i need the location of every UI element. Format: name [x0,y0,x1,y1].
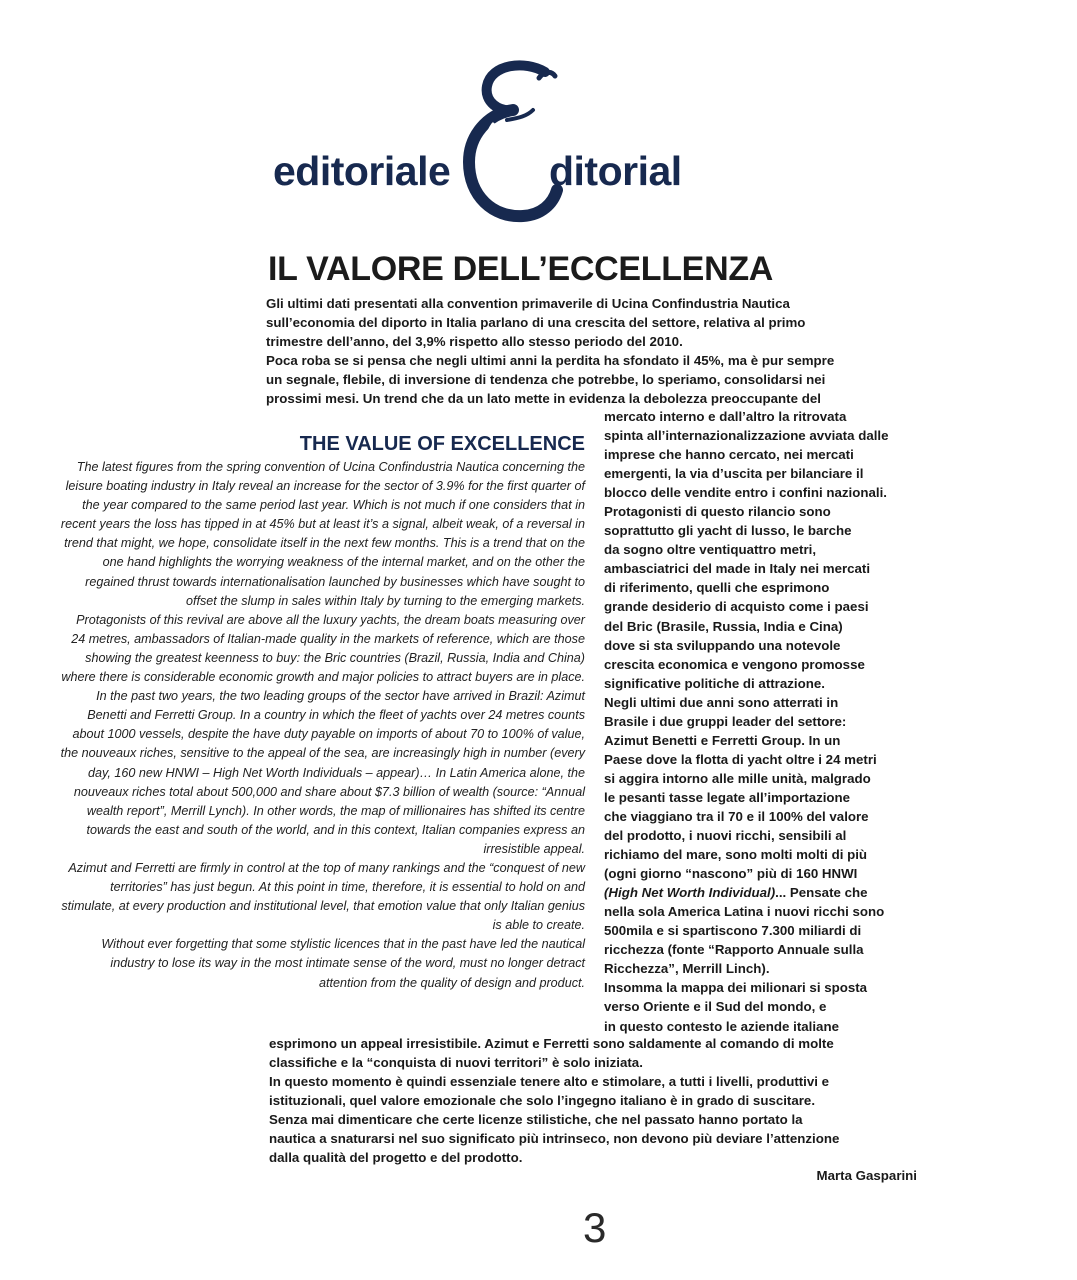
column-line: del prodotto, i nuovi ricchi, sensibili al [604,828,847,844]
column-line: Negli ultimi due anni sono atterrati in [604,694,839,710]
english-paragraph: Without ever forgetting that some stylistic licences that in the past have led the nautical industry to lose its way in the most intimate sense of the word, must no longer detract attention from the quality of design and product. [101,937,585,990]
logo-word-editoriale: editoriale [273,148,451,194]
column-line: blocco delle vendite entro i confini nazionali. [604,485,887,501]
author-signature: Marta Gasparini [816,1168,917,1183]
column-line: mercato interno e dall’altro la ritrovata [604,409,847,424]
column-line: nella sola America Latina i nuovi ricchi sono [604,904,885,920]
intro-line: un segnale, flebile, di inversione di tendenza che potrebbe, lo speriamo, consolidarsi nei [266,372,826,387]
logo-word-ditorial: ditorial [549,148,682,194]
column-line: richiamo del mare, sono molti molti di più [604,847,868,863]
column-line: in questo contesto le aziende italiane [604,1018,839,1034]
english-paragraph: Azimut and Ferretti are firmly in control at the top of many rankings and the “conquest of new territories” has just begun. At this point in time, therefore, it is essential to hold on and stimulate, at every production and institutional level, that emotion value that only Italian genius is able to create. [61,860,585,933]
column-line: (ogni giorno “nascono” più di 160 HNWI [604,866,858,882]
column-line-mixed [604,883,924,902]
page-title: IL VALORE DELL’ECCELLENZA [268,250,774,288]
english-title: THE VALUE OF EXCELLENCE [299,433,585,455]
intro-line: sull’economia del diporto in Italia parlano di una crescita del settore, relativa al primo [266,315,806,330]
column-line: Protagonisti di questo rilancio sono [604,504,831,520]
column-line: spinta all’internazionalizzazione avviata dalle [604,428,889,444]
closing-line: nautica a snaturarsi nel suo significato più intrinseco, non devono più deviare l’attenzione [269,1131,840,1147]
closing-line: dalla qualità del progetto e del prodotto. [269,1150,523,1166]
column-line-rest: ... Pensate che [775,885,868,901]
column-line: verso Oriente e il Sud del mondo, e [604,999,827,1015]
column-line: soprattutto gli yacht di lusso, le barche [604,523,852,539]
intro-line: prossimi mesi. Un trend che da un lato mette in evidenza la debolezza preoccupante del [266,391,821,406]
italian-closing [269,1034,839,1167]
column-line: di riferimento, quelli che esprimono [604,580,830,596]
column-line: del Bric (Brasile, Russia, India e Cina) [604,618,843,634]
column-line: imprese che hanno cercato, nei mercati [604,447,854,463]
column-line: si aggira intorno alle mille unità, malgrado [604,770,871,786]
column-line: grande desiderio di acquisto come i paesi [604,599,869,615]
english-paragraph: Protagonists of this revival are above all the luxury yachts, the dream boats measuring over 24 metres, ambassadors of Italian-made quality in the markets of reference, which are those showing the greatest keenness to buy: the Bric countries (Brazil, Russia, India and China) where there is considerable economic growth and major policies to attract buyers are in place. In the past two years, the two leading groups of the sector have arrived in Brazil: Azimut Benetti and Ferretti Group. In a country in which the fleet of yachts over 24 metres counts about 1000 vessels, despite the have duty payable on imports of about 70 to 100% of value, the nouveaux riches, sensitive to the appeal of the sea, are increasingly high in number (every day, 160 new HNWI – High Net Worth Individuals – appear)… In Latin America alone, the nouveaux riches total about 500,000 and share about $7.3 billion of wealth (source: “Annual wealth report”, Merrill Lynch). In other words, the map of millionaires has shifted its centre towards the east and south of the world, and in this context, Italian companies express an irresistible appeal. [60,612,585,856]
italian-column [604,407,924,1036]
column-line: Ricchezza”, Merrill Linch). [604,961,770,977]
column-line: Insomma la mappa dei milionari si sposta [604,980,868,996]
column-line: le pesanti tasse legate all’importazione [604,789,851,805]
column-line: Paese dove la flotta di yacht oltre i 24 metri [604,751,877,767]
closing-line: istituzionali, quel valore emozionale che solo l’ingegno italiano è in grado di suscitare. [269,1093,816,1109]
column-line: Brasile i due gruppi leader del settore: [604,713,847,729]
column-line: dove si sta sviluppando una notevole [604,637,841,653]
decorative-e-logo-mark [447,58,567,228]
column-line: crescita economica e vengono promosse [604,656,865,672]
english-body [60,458,585,993]
intro-line: Poca roba se si pensa che negli ultimi anni la perdita ha sfondato il 45%, ma è pur sempre [266,353,835,368]
column-line: 500mila e si spartiscono 7.300 miliardi di [604,923,862,939]
column-line: ricchezza (fonte “Rapporto Annuale sulla [604,942,864,958]
closing-line: Senza mai dimenticare che certe licenze stilistiche, che nel passato hanno portato la [269,1112,803,1128]
column-line: ambasciatrici del made in Italy nei mercati [604,561,871,577]
column-line: emergenti, la via d’uscita per bilanciare il [604,466,864,482]
intro-line: Gli ultimi dati presentati alla convention primaverile di Ucina Confindustria Nautica [266,296,790,311]
column-line: da sogno oltre ventiquattro metri, [604,542,817,558]
closing-line: classifiche e la “conquista di nuovi territori” è solo iniziata. [269,1055,643,1071]
page-number: 3 [583,1204,607,1251]
english-paragraph: The latest figures from the spring convention of Ucina Confindustria Nautica concerning the leisure boating industry in Italy reveal an increase for the sector of 3.9% for the first quarter of the year compared to the same period last year. Which is not much if one considers that in recent years the loss has tipped in at 45% but at least it’s a signal, albeit weak, of a reversal in trend that might, we hope, consolidate itself in the next few months. This is a trend that on the one hand highlights the worrying weakness of the internal market, and on the other the regained thrust towards internationalisation launched by businesses which have sought to offset the slump in sales within Italy by turning to the emerging markets. [60,460,585,608]
column-line: Azimut Benetti e Ferretti Group. In un [604,732,841,748]
closing-line: esprimono un appeal irresistibile. Azimut e Ferretti sono saldamente al comando di molte [269,1036,834,1051]
column-line: che viaggiano tra il 70 e il 100% del valore [604,808,869,824]
hnwi-italic: (High Net Worth Individual) [604,885,776,901]
intro-line: trimestre dell’anno, del 3,9% rispetto allo stesso periodo del 2010. [266,334,683,349]
column-line: significative politiche di attrazione. [604,675,825,691]
closing-line: In questo momento è quindi essenziale tenere alto e stimolare, a tutti i livelli, produttivi e [269,1074,830,1090]
